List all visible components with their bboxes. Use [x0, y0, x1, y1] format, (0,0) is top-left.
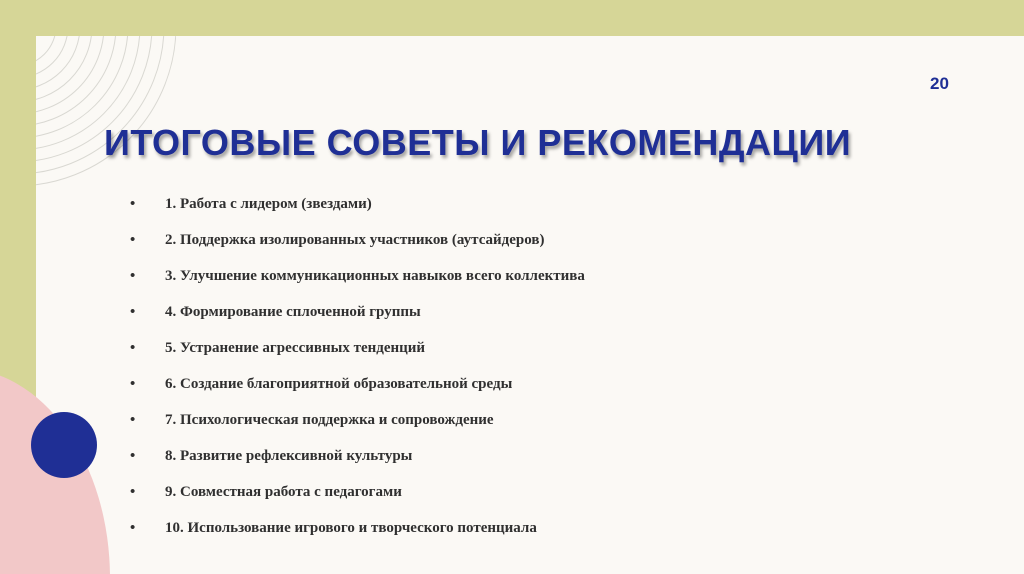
- list-item-text: 2. Поддержка изолированных участников (аутсайдеров): [165, 232, 545, 248]
- top-accent-band: [0, 0, 1024, 36]
- recommendations-list: [130, 188, 890, 548]
- list-item-text: 6. Создание благоприятной образовательной среды: [165, 376, 513, 392]
- bullet: •: [130, 484, 136, 500]
- list-item: [130, 260, 890, 296]
- list-item: [130, 368, 890, 404]
- page-number: 20: [930, 74, 949, 93]
- list-item: [130, 404, 890, 440]
- list-item: [130, 224, 890, 260]
- blue-circle-decoration: [31, 412, 97, 478]
- list-item-text: 8. Развитие рефлексивной культуры: [165, 448, 413, 464]
- list-item: [130, 476, 890, 512]
- bullet: •: [130, 340, 136, 356]
- list-item: [130, 188, 890, 224]
- bullet: •: [130, 196, 136, 212]
- list-item-text: 10. Использование игрового и творческого потенциала: [165, 520, 537, 536]
- list-item-text: 5. Устранение агрессивных тенденций: [165, 340, 426, 356]
- list-item-text: 7. Психологическая поддержка и сопровождение: [165, 412, 494, 428]
- list-item: [130, 332, 890, 368]
- bullet: •: [130, 448, 136, 464]
- concentric-arcs-decoration: [36, 36, 176, 206]
- list-item-text: 1. Работа с лидером (звездами): [165, 196, 372, 212]
- list-item: [130, 296, 890, 332]
- bullet: •: [130, 520, 136, 536]
- list-item-text: 4. Формирование сплоченной группы: [165, 304, 421, 320]
- list-item-text: 9. Совместная работа с педагогами: [165, 484, 402, 500]
- list-item-text: 3. Улучшение коммуникационных навыков всего коллектива: [165, 268, 585, 284]
- bullet: •: [130, 232, 136, 248]
- bullet: •: [130, 268, 136, 284]
- slide-title: ИТОГОВЫЕ СОВЕТЫ И РЕКОМЕНДАЦИИ: [104, 122, 852, 163]
- bullet: •: [130, 412, 136, 428]
- list-item: [130, 440, 890, 476]
- list-item: [130, 512, 890, 548]
- bullet: •: [130, 304, 136, 320]
- bullet: •: [130, 376, 136, 392]
